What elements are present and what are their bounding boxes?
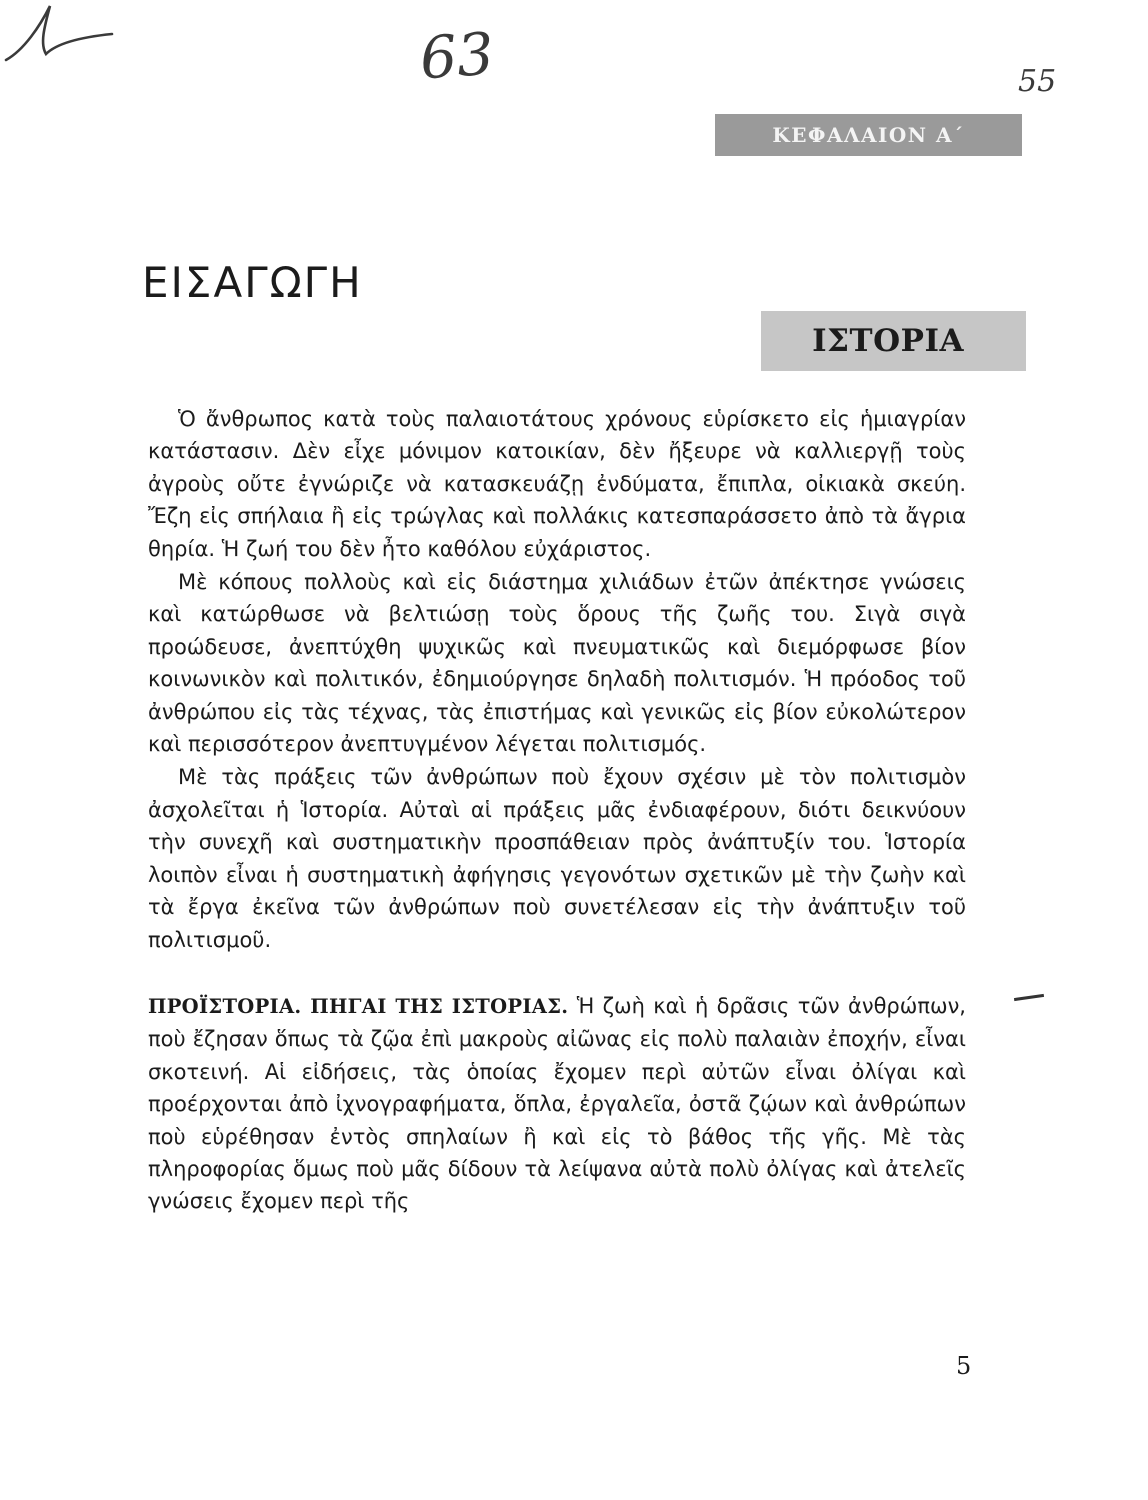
body-text [148,403,966,1218]
handwritten-page-mark: 63 [417,19,497,93]
handwritten-scribble-icon [0,0,120,70]
page-number: 5 [956,1352,972,1380]
paragraph: Μὲ κόπους πολλοὺς καὶ εἰς διάστημα χιλιάδων ἐτῶν ἀπέκτησε γνώσεις καὶ κατώρθωσε νὰ βελτιώσῃ τοὺς ὅρους τῆς ζωῆς του. Σιγὰ σιγὰ προώδευσε, ἀνεπτύχθη ψυχικῶς καὶ πνευματικῶς καὶ διεμόρφωσε βίον κοινωνικὸν καὶ πολιτικόν, ἐδημιούργησε δηλαδὴ πολιτισμόν. Ἡ πρόοδος τοῦ ἀνθρώπου εἰς τὰς τέχνας, τὰς ἐπιστήμας καὶ γενικῶς εἰς βίον εὐκολώτερον καὶ περισσότερον ἀνεπτυγμένον λέγεται πολιτισμός. [148,570,966,757]
margin-mark [1014,994,1044,1001]
prehistory-heading: ΠΡΟΪΣΤΟΡΙΑ. ΠΗΓΑΙ ΤΗΣ ΙΣΤΟΡΙΑΣ. [148,994,569,1018]
prehistory-paragraph [148,990,966,1218]
handwritten-corner-number: 55 [1018,64,1057,99]
paragraph: Μὲ τὰς πράξεις τῶν ἀνθρώπων ποὺ ἔχουν σχέσιν μὲ τὸν πολιτισμὸν ἀσχολεῖται ἡ Ἱστορία. Αὐταὶ αἱ πράξεις μᾶς ἐνδιαφέρουν, διότι δεικνύουν τὴν συνεχῆ καὶ συστηματικὴν προσπάθειαν πρὸς ἀνάπτυξίν του. Ἱστορία λοιπὸν εἶναι ἡ συστηματικὴ ἀφήγησις γεγονότων σχετικῶν μὲ τὴν ζωὴν καὶ τὰ ἔργα ἐκεῖνα τῶν ἀνθρώπων ποὺ συνετέλεσαν εἰς τὴν ἀνάπτυξιν τοῦ πολιτισμοῦ. [148,765,966,952]
prehistory-text: Ἡ ζωὴ καὶ ἡ δρᾶσις τῶν ἀνθρώπων, ποὺ ἔζησαν ὅπως τὰ ζῷα ἐπὶ μακροὺς αἰῶνας εἰς πολὺ παλαιὰν ἐποχήν, εἶναι σκοτεινή. Αἱ εἰδήσεις, τὰς ὁποίας ἔχομεν περὶ αὐτῶν εἶναι ὀλίγαι καὶ προέρχονται ἀπὸ ἰχνογραφήματα, ὅπλα, ἐργαλεῖα, ὀστᾶ ζῴων καὶ ἀνθρώπων ποὺ εὑρέθησαν ἐντὸς σπηλαίων ἢ καὶ εἰς τὸ βάθος τῆς γῆς. Μὲ τὰς πληροφορίας ὅμως ποὺ μᾶς δίδουν τὰ λείψανα αὐτὰ πολὺ ὀλίγας καὶ ἀτελεῖς γνώσεις ἔχομεν περὶ τῆς [148,993,966,1214]
section-heading-box [761,311,1026,371]
intro-title: ΕΙΣΑΓΩΓΗ [142,258,363,307]
chapter-label: ΚΕΦΑΛΑΙΟΝ Α΄ [715,114,1022,156]
paragraph: Ὁ ἄνθρωπος κατὰ τοὺς παλαιοτάτους χρόνους εὑρίσκετο εἰς ἡμιαγρίαν κατάστασιν. Δὲν εἶχε μόνιμον κατοικίαν, δὲν ἤξευρε νὰ καλλιεργῇ τοὺς ἀγροὺς οὔτε ἐγνώριζε νὰ κατασκευάζῃ ἐνδύματα, ἔπιπλα, οἰκιακὰ σκεύη. Ἔζη εἰς σπήλαια ἢ εἰς τρώγλας καὶ πολλάκις κατεσπαράσσετο ἀπὸ τὰ ἄγρια θηρία. Ἡ ζωή του δὲν ἦτο καθόλου εὐχάριστος. [148,407,966,561]
section-title: ΙΣΤΟΡΙΑ [812,323,964,359]
